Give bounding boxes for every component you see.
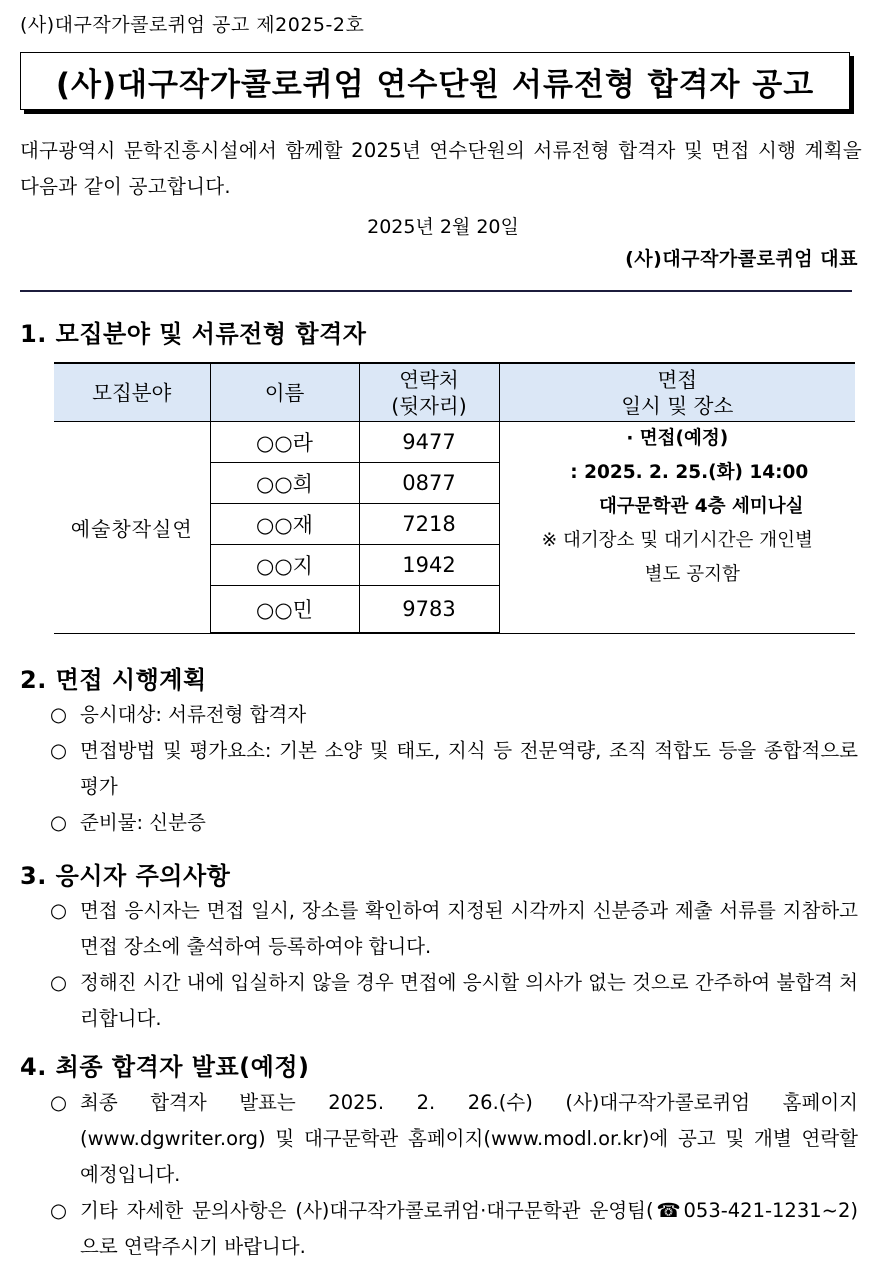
interview-line3: 대구문학관 4층 세미나실 — [599, 496, 804, 517]
bullet-circle: ○ — [50, 703, 68, 726]
contact-cell: 0877 — [359, 463, 499, 504]
list-item — [50, 893, 858, 965]
table-row — [54, 422, 855, 463]
list-item-text: 최종 합격자 발표는 2025. 2. 26.(수) (사)대구작가콜로퀴엄 홈페이지(www.dgwriter.org) 및 대구문학관 홈페이지(www.modl.or.kr)에 공고 및 개별 연락할 예정입니다. — [80, 1091, 858, 1186]
list-item-text: 준비물: 신분증 — [80, 811, 206, 834]
header-contact — [359, 363, 499, 422]
divider — [20, 290, 852, 292]
contact-cell: 9477 — [359, 422, 499, 463]
section3-title: 3. 응시자 주의사항 — [20, 862, 231, 890]
bullet-circle: ○ — [50, 739, 68, 762]
contact-cell: 9783 — [359, 586, 499, 634]
bullet-circle: ○ — [50, 1199, 68, 1222]
field-cell: 예술창작실연 — [54, 422, 210, 634]
result-table — [54, 362, 855, 634]
intro-paragraph: 대구광역시 문학진흥시설에서 함께할 2025년 연수단원의 서류전형 합격자 및 면접 시행 계획을 다음과 같이 공고합니다. — [20, 139, 862, 198]
name-cell: ○○희 — [210, 463, 359, 504]
name-cell: ○○라 — [210, 422, 359, 463]
list-item — [50, 697, 858, 733]
list-item-text: 응시대상: 서류전형 합격자 — [80, 703, 307, 726]
section2-title: 2. 면접 시행계획 — [20, 666, 207, 694]
interview-line5: 별도 공지함 — [644, 564, 740, 585]
header-name: 이름 — [210, 363, 359, 422]
section1-title: 1. 모집분야 및 서류전형 합격자 — [20, 320, 367, 348]
list-item-text: 면접 응시자는 면접 일시, 장소를 확인하여 지정된 시각까지 신분증과 제출 서류를 지참하고 면접 장소에 출석하여 등록하여야 합니다. — [80, 899, 858, 958]
bullet-circle: ○ — [50, 899, 68, 922]
page-title: (사)대구작가콜로퀴엄 연수단원 서류전형 합격자 공고 — [55, 66, 815, 103]
page-title-box — [20, 52, 850, 110]
announcement-date: 2025년 2월 20일 — [367, 216, 519, 238]
name-cell: ○○지 — [210, 545, 359, 586]
bullet-circle: ○ — [50, 1091, 68, 1114]
section3-list — [50, 893, 858, 1037]
list-item — [50, 805, 858, 841]
section4-list — [50, 1085, 858, 1265]
contact-cell: 1942 — [359, 545, 499, 586]
section4-title: 4. 최종 합격자 발표(예정) — [20, 1053, 310, 1081]
notice-number: (사)대구작가콜로퀴엄 공고 제2025-2호 — [20, 14, 365, 36]
list-item-text: 정해진 시간 내에 입실하지 않을 경우 면접에 응시할 의사가 없는 것으로 간주하여 불합격 처리합니다. — [80, 971, 858, 1030]
header-interview-line1: 면접 — [657, 367, 698, 392]
list-item-text: 면접방법 및 평가요소: 기본 소양 및 태도, 지식 등 전문역량, 조직 적합도 등을 종합적으로 평가 — [80, 739, 858, 798]
list-item — [50, 1085, 858, 1193]
interview-cell — [499, 422, 855, 634]
interview-line4: ※ 대기장소 및 대기시간은 개인별 — [541, 530, 813, 551]
list-item — [50, 965, 858, 1037]
interview-line1: · 면접(예정) — [626, 428, 729, 449]
header-interview — [499, 363, 855, 422]
list-item — [50, 1193, 858, 1265]
name-cell: ○○재 — [210, 504, 359, 545]
name-cell: ○○민 — [210, 586, 359, 634]
bullet-circle: ○ — [50, 811, 68, 834]
bullet-circle: ○ — [50, 971, 68, 994]
list-item — [50, 733, 858, 805]
header-contact-line1: 연락처 — [399, 367, 459, 392]
header-field: 모집분야 — [54, 363, 210, 422]
organization-signature: (사)대구작가콜로퀴엄 대표 — [625, 248, 858, 270]
header-interview-line2: 일시 및 장소 — [621, 393, 734, 418]
header-contact-line2: (뒷자리) — [391, 393, 467, 418]
interview-line2: : 2025. 2. 25.(화) 14:00 — [570, 462, 809, 483]
section2-list — [50, 697, 858, 841]
list-item-text: 기타 자세한 문의사항은 (사)대구작가콜로퀴엄·대구문학관 운영팀(☎053-421-1231~2)으로 연락주시기 바랍니다. — [80, 1199, 858, 1258]
contact-cell: 7218 — [359, 504, 499, 545]
table-header-row — [54, 363, 855, 422]
